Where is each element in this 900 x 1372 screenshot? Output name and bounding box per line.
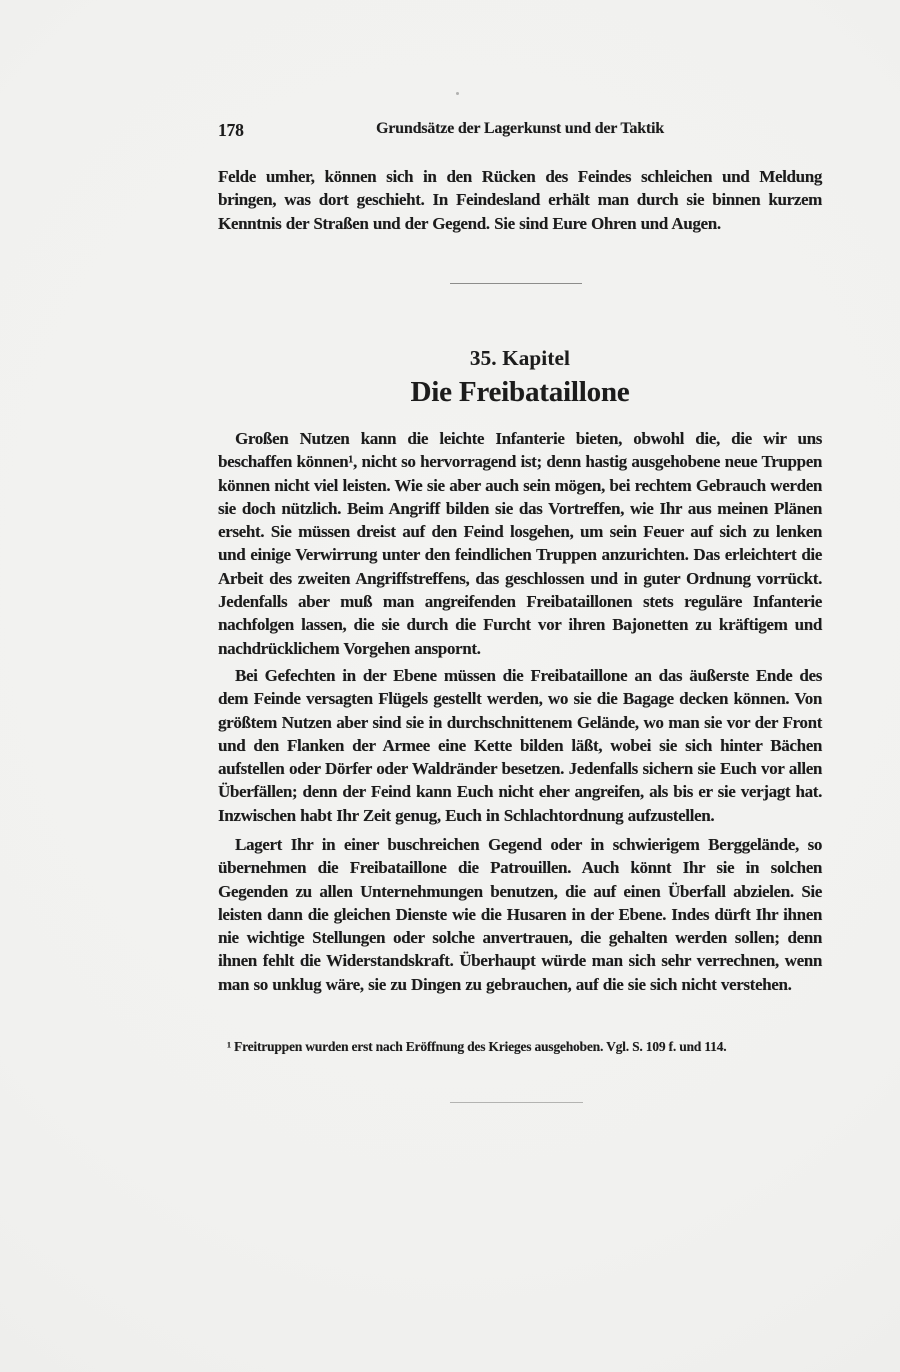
footnote: ¹ Freitruppen wurden erst nach Eröffnung des Krieges ausgehoben. Vgl. S. 109 f. und 114. xyxy=(227,1039,727,1054)
dust-speck xyxy=(456,92,459,95)
paragraph: Großen Nutzen kann die leichte Infanterie bieten, obwohl die, die wir uns beschaffen können¹, nicht so hervorragend ist; denn hastig ausgehobene neue Truppen können nicht viel leisten. Wie sie aber auch sein mögen, bei rechtem Gebrauch werden sie doch nützlich. Beim Angriff bilden sie das Vortreffen, wie Ihr aus meinen Plänen erseht. Sie müssen dreist auf den Feind losgehen, um sein Feuer auf sich zu lenken und einige Verwirrung unter den feindlichen Truppen anzurichten. Das erleichtert die Arbeit des zweiten Angriffstreffens, das geschlossen und in guter Ordnung vorrückt. Jedenfalls aber muß man angreifenden Freibataillonen stets reguläre Infanterie nachfolgen lassen, die sie durch die Furcht vor ihren Bajonetten zu kräftigem und nachdrücklichem Vorgehen anspornt. xyxy=(218,429,822,658)
bottom-divider xyxy=(450,1102,583,1103)
continuation-paragraph: Felde umher, können sich in den Rücken des Feindes schleichen und Meldung bringen, was dort geschieht. In Feindesland erhält man durch sie binnen kurzem Kenntnis der Straßen und der Gegend. Sie sind Eure Ohren und Augen. xyxy=(218,167,822,233)
running-head xyxy=(218,120,822,142)
chapter-title: Die Freibataillone xyxy=(410,376,630,408)
page-number: 178 xyxy=(218,120,244,140)
paragraph: Lagert Ihr in einer buschreichen Gegend oder in schwierigem Berggelände, so übernehmen die Freibataillone die Patrouillen. Auch könnt Ihr sie in solchen Gegenden zu allen Unternehmungen benutzen, die auf einen Überfall abzielen. Sie leisten dann die gleichen Dienste wie die Husaren in der Ebene. Indes dürft Ihr ihnen nie wichtige Stellungen oder solche anvertrauen, die gehalten werden sollen; denn ihnen fehlt die Widerstandskraft. Überhaupt würde man sich sehr verrechnen, wenn man so unklug wäre, sie zu Dingen zu gebrauchen, auf die sie sich nicht verstehen. xyxy=(218,835,822,994)
paragraph: Bei Gefechten in der Ebene müssen die Freibataillone an das äußerste Ende des dem Feinde versagten Flügels gestellt werden, wo sie die Bagage decken können. Von größtem Nutzen aber sind sie in durchschnittenem Gelände, wo man sie vor der Front und den Flanken der Armee eine Kette bilden läßt, wobei sie sich hinter Bächen aufstellen oder Dörfer oder Waldränder besetzen. Jedenfalls sichern sie Euch vor allen Überfällen; denn der Feind kann Euch nicht eher angreifen, als bis er sie verjagt hat. Inzwischen habt Ihr Zeit genug, Euch in Schlachtordnung aufzustellen. xyxy=(218,666,822,825)
section-divider xyxy=(450,283,582,284)
chapter-number: 35. Kapitel xyxy=(469,346,571,370)
running-title: Grundsätze der Lagerkunst und der Taktik xyxy=(376,120,664,137)
